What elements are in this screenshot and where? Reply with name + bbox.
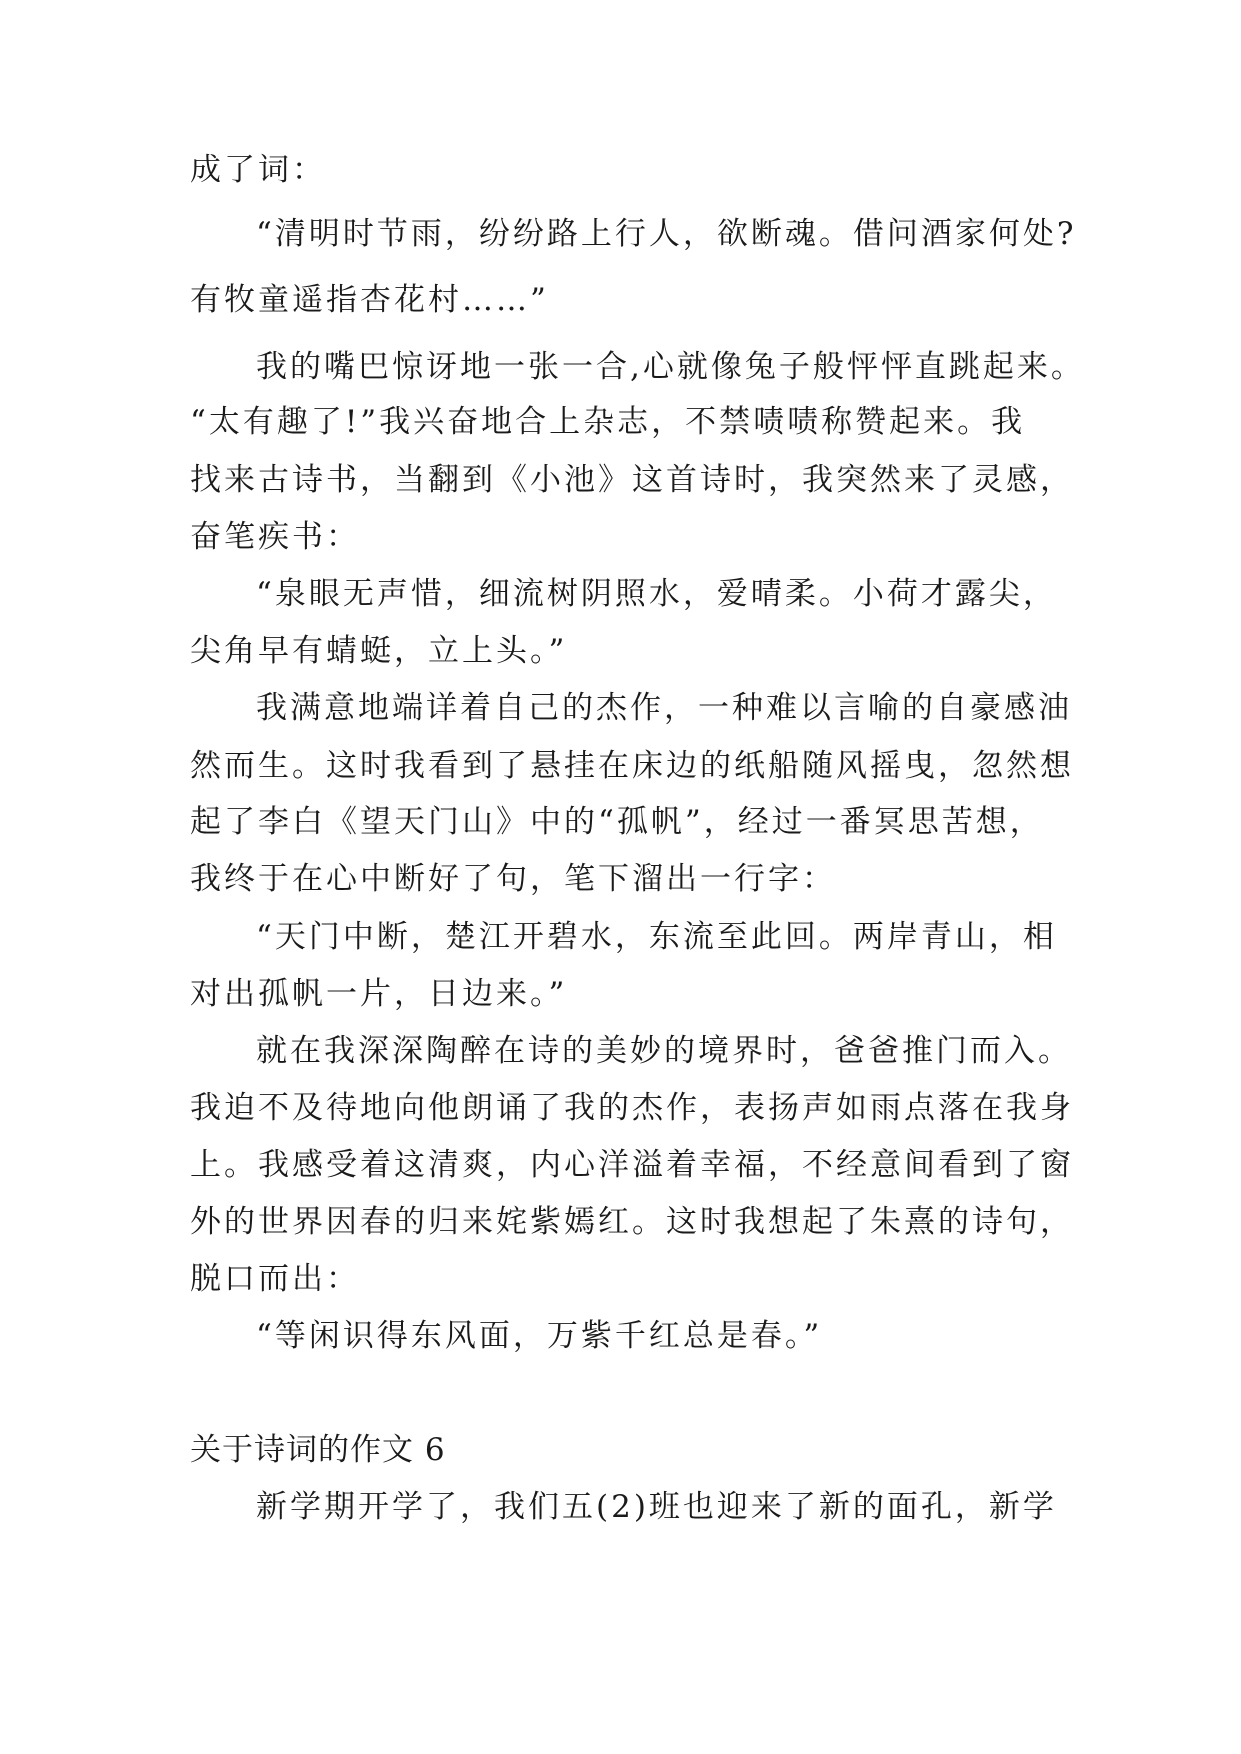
text-line: 起了李白《望天门山》中的“孤帆”，经过一番冥思苦想， — [190, 804, 1044, 840]
text-line: 我满意地端详着自己的杰作，一种难以言喻的自豪感油 — [256, 690, 1072, 726]
text-line: 脱口而出： — [190, 1261, 360, 1297]
text-line: 奋笔疾书： — [190, 519, 360, 555]
text-line: 就在我深深陶醉在诗的美妙的境界时，爸爸推门而入。 — [256, 1033, 1072, 1069]
text-line: “清明时节雨，纷纷路上行人，欲断魂。借问酒家何处? — [256, 216, 1077, 252]
section-heading: 关于诗词的作文 6 — [190, 1432, 446, 1468]
text-line: “太有趣了!”我兴奋地合上杂志，不禁啧啧称赞起来。我 — [190, 404, 1026, 440]
text-line: 外的世界因春的归来姹紫嫣红。这时我想起了朱熹的诗句， — [190, 1204, 1074, 1240]
text-line: “泉眼无声惜，细流树阴照水，爱晴柔。小荷才露尖， — [256, 576, 1057, 612]
text-line: 尖角早有蜻蜓，立上头。” — [190, 633, 568, 669]
text-line: “等闲识得东风面，万紫千红总是春。” — [256, 1318, 823, 1354]
text-line: 新学期开学了，我们五(2)班也迎来了新的面孔，新学 — [256, 1489, 1057, 1525]
text-line: “天门中断，楚江开碧水，东流至此回。两岸青山，相 — [256, 919, 1057, 955]
text-line: 我的嘴巴惊讶地一张一合,心就像兔子般怦怦直跳起来。 — [256, 349, 1085, 385]
text-line: 我迫不及待地向他朗诵了我的杰作，表扬声如雨点落在我身 — [190, 1090, 1074, 1126]
text-line: 对出孤帆一片，日边来。” — [190, 976, 568, 1012]
text-line: 成了词： — [190, 152, 326, 188]
text-line: 有牧童遥指杏花村……” — [190, 282, 549, 318]
text-line: 我终于在心中断好了句，笔下溜出一行字： — [190, 861, 836, 897]
text-line: 然而生。这时我看到了悬挂在床边的纸船随风摇曳，忽然想 — [190, 748, 1074, 784]
text-line: 上。我感受着这清爽，内心洋溢着幸福，不经意间看到了窗 — [190, 1147, 1074, 1183]
text-line: 找来古诗书，当翻到《小池》这首诗时，我突然来了灵感， — [190, 462, 1074, 498]
